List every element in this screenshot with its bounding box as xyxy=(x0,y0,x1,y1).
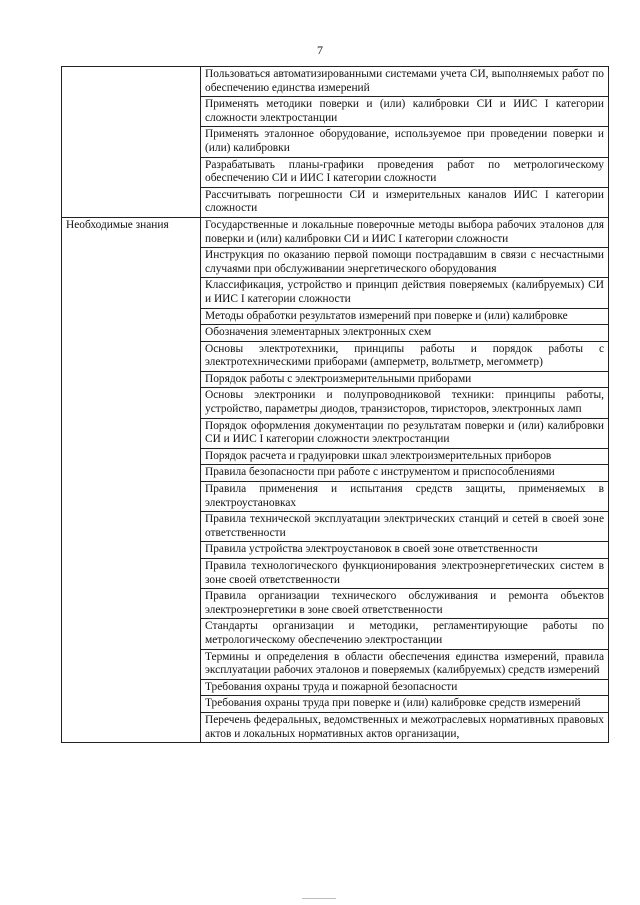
table-body xyxy=(62,67,609,743)
requirement-text: Правила технической эксплуатации электрических станций и сетей в своей зоне ответственности xyxy=(201,512,609,542)
requirement-text: Основы электроники и полупроводниковой техники: принципы работы, устройство, параметры диодов, транзисторов, тиристоров, электронных ламп xyxy=(201,388,609,418)
requirement-text: Классификация, устройство и принцип действия поверяемых (калибруемых) СИ и ИИС I категории сложности xyxy=(201,278,609,308)
requirement-text: Правила безопасности при работе с инструментом и приспособлениями xyxy=(201,465,609,482)
requirement-text: Рассчитывать погрешности СИ и измерительных каналов ИИС I категории сложности xyxy=(201,187,609,217)
requirement-text: Применять методики поверки и (или) калибровки СИ и ИИС I категории сложности электростанции xyxy=(201,97,609,127)
requirement-text: Порядок работы с электроизмерительными приборами xyxy=(201,371,609,388)
requirement-text: Стандарты организации и методики, регламентирующие работы по метрологическому обеспечению электростанции xyxy=(201,619,609,649)
requirement-text: Инструкция по оказанию первой помощи пострадавшим в связи с несчастными случаями при обслуживании энергетического оборудования xyxy=(201,248,609,278)
requirement-text: Перечень федеральных, ведомственных и межотраслевых нормативных правовых актов и локальных нормативных актов организации, xyxy=(201,712,609,742)
requirement-text: Пользоваться автоматизированными системами учета СИ, выполняемых работ по обеспечению единства измерений xyxy=(201,67,609,97)
scan-artifact-line xyxy=(302,898,336,899)
requirement-text: Государственные и локальные поверочные методы выбора рабочих эталонов для поверки и (или) калибровки СИ и ИИС I категории сложности xyxy=(201,217,609,247)
requirement-text: Правила технологического функционирования электроэнергетических систем в зоне своей ответственности xyxy=(201,559,609,589)
table-row xyxy=(62,67,609,97)
qualification-table xyxy=(61,66,609,743)
requirement-text: Правила применения и испытания средств защиты, применяемых в электроустановках xyxy=(201,482,609,512)
requirement-text: Методы обработки результатов измерений при поверке и (или) калибровке xyxy=(201,308,609,325)
requirement-text: Применять эталонное оборудование, используемое при проведении поверки и (или) калибровки xyxy=(201,127,609,157)
requirement-text: Термины и определения в области обеспечения единства измерений, правила эксплуатации рабочих эталонов и поверяемых (калибруемых) средств измерений xyxy=(201,649,609,679)
requirement-text: Порядок расчета и градуировки шкал электроизмерительных приборов xyxy=(201,448,609,465)
requirement-text: Разрабатывать планы-графики проведения работ по метрологическому обеспечению СИ и ИИС I категории сложности xyxy=(201,157,609,187)
page-number: 7 xyxy=(317,43,323,57)
requirement-text: Требования охраны труда при поверке и (или) калибровке средств измерений xyxy=(201,696,609,713)
requirement-text: Правила устройства электроустановок в своей зоне ответственности xyxy=(201,542,609,559)
requirement-text: Правила организации технического обслуживания и ремонта объектов электроэнергетики в зоне своей ответственности xyxy=(201,589,609,619)
requirement-text: Порядок оформления документации по результатам поверки и (или) калибровки СИ и ИИС I категории сложности электростанции xyxy=(201,418,609,448)
requirement-text: Требования охраны труда и пожарной безопасности xyxy=(201,679,609,696)
row-group-label xyxy=(62,67,201,218)
requirement-text: Основы электротехники, принципы работы и порядок работы с электротехническими приборами (амперметр, вольтметр, мегомметр) xyxy=(201,341,609,371)
row-group-label: Необходимые знания xyxy=(62,217,201,742)
table-row xyxy=(62,217,609,247)
requirement-text: Обозначения элементарных электронных схем xyxy=(201,325,609,342)
